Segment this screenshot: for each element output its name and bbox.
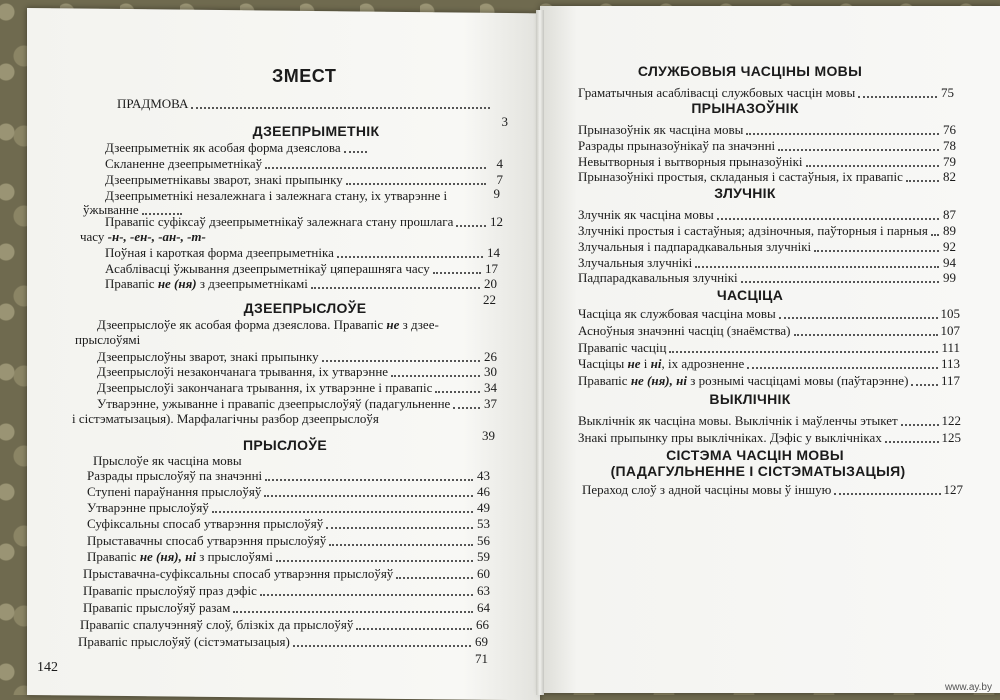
toc-page: 39: [482, 428, 495, 443]
toc-row: Утварэнне, ужыванне і правапіс дзеепрыслоўяў (падагульненне 37: [97, 396, 497, 411]
toc-row: Граматычныя асаблівасці службовых часцін мовы 75: [578, 85, 954, 100]
toc-page: 22: [483, 292, 496, 307]
toc-row: Асноўныя значэнні часціц (знаёмства) 107: [578, 323, 960, 338]
toc-row: Дзеепрыслоўны зварот, знакі прыпынку 26: [97, 349, 497, 364]
toc-row: Правапіс прыслоўяў разам 64: [83, 600, 490, 615]
toc-row: Прыслоўе як часціна мовы: [93, 453, 242, 468]
toc-row: Асаблівасці ўжывання дзеепрыметнікаў цяперашняга часу 17: [105, 261, 498, 276]
toc-row: Часціцы не і ні, іх адрозненне 113: [578, 356, 960, 371]
toc-row: Дзеепрыметнік як асобая форма дзеяслова: [105, 140, 370, 156]
toc-row-text: Дзеепрыметнікі незалежнага і залежнага стану, іх утварэнне і: [105, 188, 448, 203]
toc-row: Падпарадкавальныя злучнікі 99: [578, 270, 956, 285]
book-spine: [536, 10, 544, 695]
toc-row: Пераход слоў з адной часціны мовы ў іншую 127: [582, 482, 963, 497]
toc-row: Дзеепрыметнікавы зварот, знакі прыпынку 7: [105, 172, 503, 187]
section-heading: ЗЛУЧНІК: [714, 185, 776, 201]
watermark: www.ay.by: [944, 682, 992, 693]
section-heading: ПРЫНАЗОЎНІК: [691, 100, 799, 116]
toc-row-text: часу -н-, -ен-, -ан-, -т-: [80, 229, 206, 244]
toc-row: Дзеепрыслоўі незакончанага трывання, іх утварэнне 30: [97, 364, 497, 379]
toc-row: Злучальныя і падпарадкавальныя злучнікі 92: [578, 239, 956, 254]
toc-row: Правапіс суфіксаў дзеепрыметнікаў залежнага стану прошлага 12: [105, 214, 503, 229]
toc-row: Злучнікі простыя і састаўныя; адзіночныя, паўторныя і парныя 89: [578, 223, 956, 238]
toc-row: Разрады прыназоўнікаў па значэнні 78: [578, 138, 956, 153]
toc-page: 9: [493, 186, 500, 201]
section-heading: ВЫКЛІЧНІК: [709, 391, 791, 407]
section-heading: ПРЫСЛОЎЕ: [242, 437, 328, 453]
toc-row: Правапіс не (ня), ні з прыслоўямі 59: [87, 549, 490, 564]
toc-row-intro: ПРАДМОВА: [117, 96, 507, 112]
toc-row: Правапіс не (ня), ні з рознымі часціцамі мовы (паўтарэнне) 117: [578, 373, 960, 388]
page-title: ЗМЕСТ: [272, 66, 337, 86]
section-heading: ДЗЕЕПРЫМЕТНІК: [252, 123, 380, 139]
toc-row-text: і сістэматызацыя). Марфалагічны разбор дзеепрыслоўя: [72, 411, 379, 426]
toc-page: 3: [501, 114, 508, 129]
section-heading: ДЗЕЕПРЫСЛОЎЕ: [243, 300, 367, 316]
toc-row: Прыставачны спосаб утварэння прыслоўяў 56: [87, 533, 490, 548]
toc-row: Злучнік як часціна мовы 87: [578, 207, 956, 222]
toc-row: прыслоўямі: [75, 332, 141, 347]
toc-row: Выклічнік як часціна мовы. Выклічнік і маўленчы этыкет 122: [578, 413, 961, 428]
toc-page: 71: [475, 651, 488, 666]
toc-row: Правапіс не (ня) з дзеепрыметнікамі 20: [105, 276, 497, 291]
page-number: 142: [37, 660, 58, 675]
section-heading: СЛУЖБОВЫЯ ЧАСЦІНЫ МОВЫ: [637, 63, 863, 79]
toc-row: Правапіс часціц 111: [578, 340, 960, 355]
toc-row-text: Дзеепрыслоўе як асобая форма дзеяслова. Правапіс не з дзее-: [97, 317, 439, 332]
toc-row: Разрады прыслоўяў па значэнні 43: [87, 468, 490, 483]
toc-row: Ступені параўнання прыслоўяў 46: [87, 484, 490, 499]
toc-row: Прыназоўнік як часціна мовы 76: [578, 122, 956, 137]
toc-row: Правапіс прыслоўяў праз дэфіс 63: [83, 583, 490, 598]
toc-row: Знакі прыпынку пры выклічніках. Дэфіс у выклічніках 125: [578, 430, 961, 445]
toc-row: Утварэнне прыслоўяў 49: [87, 500, 490, 515]
section-heading: СІСТЭМА ЧАСЦІН МОВЫ: [666, 447, 844, 463]
toc-row: Прыставачна-суфіксальны спосаб утварэння прыслоўяў 60: [83, 566, 490, 581]
section-subheading: (ПАДАГУЛЬНЕННЕ І СІСТЭМАТЫЗАЦЫЯ): [610, 463, 906, 479]
toc-row: Невытворныя і вытворныя прыназоўнікі 79: [578, 154, 956, 169]
toc-row: Часціца як службовая часціна мовы 105: [578, 306, 960, 321]
toc-row: Поўная і кароткая форма дзеепрыметніка 14: [105, 245, 500, 260]
toc-row: ўжыванне: [83, 202, 185, 218]
toc-row: Суфіксальны спосаб утварэння прыслоўяў 53: [87, 516, 490, 531]
toc-row: Скланенне дзеепрыметнікаў 4: [105, 156, 503, 171]
toc-row: Правапіс спалучэнняў слоў, блізкіх да прыслоўяў 66: [80, 617, 489, 632]
section-heading: ЧАСЦІЦА: [716, 287, 784, 303]
toc-row: Злучальныя злучнікі 94: [578, 255, 956, 270]
toc-row: Прыназоўнікі простыя, складаныя і састаўныя, іх правапіс 82: [578, 169, 956, 184]
toc-row: Дзеепрыслоўі закончанага трывання, іх утварэнне і правапіс 34: [97, 380, 497, 395]
toc-row: Правапіс прыслоўяў (сістэматызацыя) 69: [78, 634, 488, 649]
